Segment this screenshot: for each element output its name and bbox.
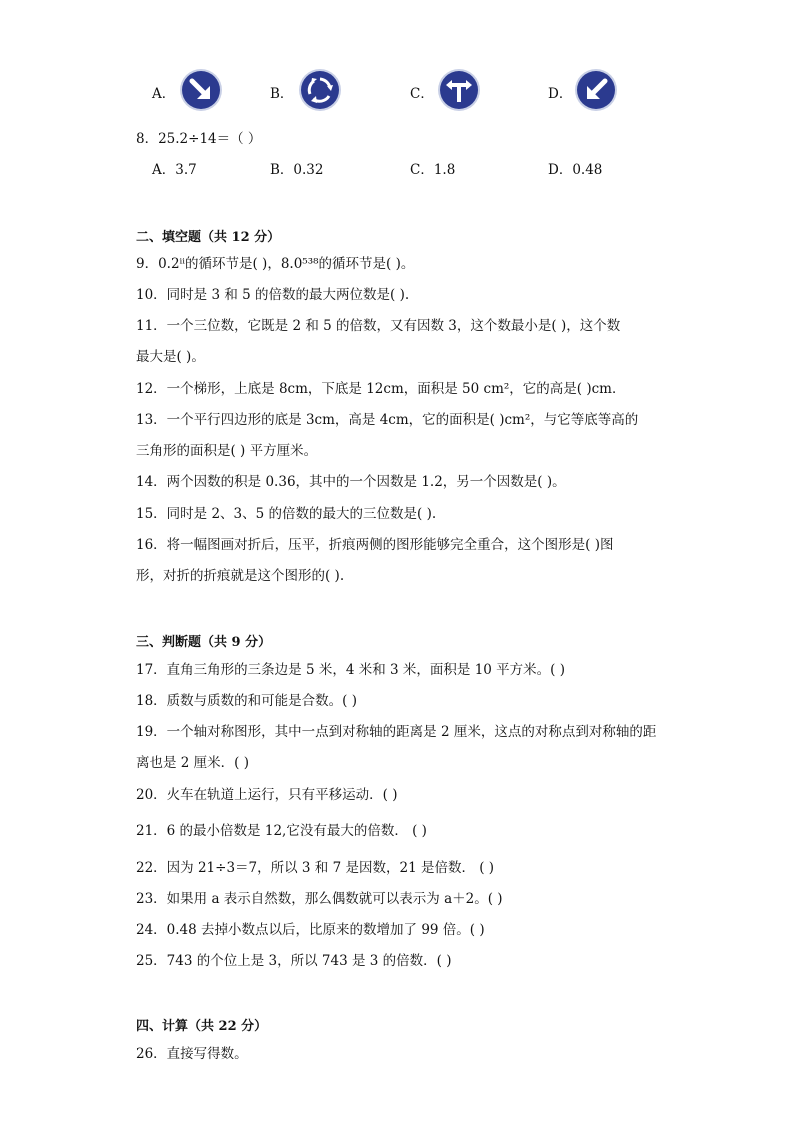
section-3-title: 三、判断题（共 9 分）: [136, 635, 272, 650]
arrow-down-left-sign-icon: [574, 68, 618, 112]
question-13-line-1: 13．一个平行四边形的底是 3cm，高是 4cm，它的面积是( )cm²，与它等底等高的: [136, 412, 639, 428]
q7-option-a-letter: A．: [152, 86, 176, 102]
question-22: 22．因为 21÷3＝7，所以 3 和 7 是因数，21 是倍数． ( ): [136, 860, 495, 876]
section-2-title: 二、填空题（共 12 分）: [136, 230, 281, 245]
q7-option-d-letter: D．: [548, 86, 573, 102]
question-14: 14．两个因数的积是 0.36，其中的一个因数是 1.2，另一个因数是( )。: [136, 474, 566, 490]
section-4-title: 四、计算（共 22 分）: [136, 1019, 268, 1034]
question-13-line-2: 三角形的面积是( ) 平方厘米。: [136, 443, 318, 459]
question-20: 20．火车在轨道上运行，只有平移运动．( ): [136, 787, 398, 803]
question-16-line-2: 形，对折的折痕就是这个图形的( ).: [136, 568, 345, 584]
question-19-line-2: 离也是 2 厘米．( ): [136, 755, 249, 771]
question-25: 25．743 的个位上是 3，所以 743 是 3 的倍数．( ): [136, 953, 452, 969]
arrow-down-right-sign-icon: [179, 68, 223, 112]
question-17: 17．直角三角形的三条边是 5 米，4 米和 3 米，面积是 10 平方米。( ): [136, 662, 565, 678]
question-26: 26．直接写得数。: [136, 1046, 248, 1062]
question-21: 21．6 的最小倍数是 12,它没有最大的倍数． ( ): [136, 823, 427, 839]
roundabout-sign-icon: [298, 68, 342, 112]
question-11-line-1: 11．一个三位数，它既是 2 和 5 的倍数，又有因数 3，这个数最小是( )，这个数: [136, 318, 621, 334]
t-junction-sign-icon: [437, 68, 481, 112]
question-23: 23．如果用 a 表示自然数，那么偶数就可以表示为 a＋2。( ): [136, 891, 503, 907]
q8-option-d: D．0.48: [548, 162, 603, 178]
q7-option-c-letter: C．: [410, 86, 434, 102]
q8-option-c: C．1.8: [410, 162, 456, 178]
question-11-line-2: 最大是( )。: [136, 349, 205, 365]
question-10: 10．同时是 3 和 5 的倍数的最大两位数是( ).: [136, 287, 410, 303]
question-19-line-1: 19．一个轴对称图形，其中一点到对称轴的距离是 2 厘米，这点的对称点到对称轴的距: [136, 724, 657, 740]
question-9: 9．0.2ⁱⁱ的循环节是( )，8.0⁵³⁸的循环节是( )。: [136, 256, 415, 272]
q8-option-a: A．3.7: [152, 162, 197, 178]
q8-option-b: B．0.32: [270, 162, 324, 178]
question-24: 24．0.48 去掉小数点以后，比原来的数增加了 99 倍。( ): [136, 922, 485, 938]
question-16-line-1: 16．将一幅图画对折后，压平，折痕两侧的图形能够完全重合，这个图形是( )图: [136, 537, 614, 553]
question-18: 18．质数与质数的和可能是合数。( ): [136, 693, 358, 709]
q8-stem: 8．25.2÷14＝（ ）: [136, 131, 262, 147]
question-12: 12．一个梯形，上底是 8cm，下底是 12cm，面积是 50 cm²，它的高是( )cm．: [136, 381, 626, 397]
question-15: 15．同时是 2、3、5 的倍数的最大的三位数是( ).: [136, 506, 437, 522]
q7-option-b-letter: B．: [270, 86, 294, 102]
